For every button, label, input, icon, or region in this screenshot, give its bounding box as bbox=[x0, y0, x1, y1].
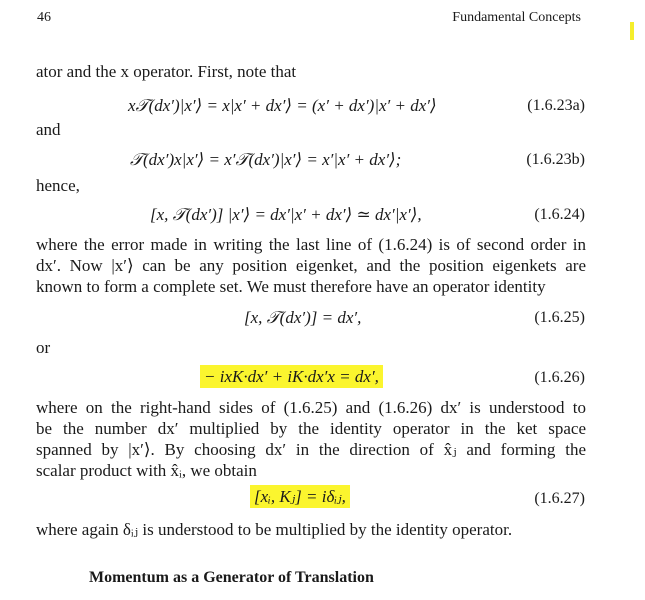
paragraph-line: scalar product with x̂ᵢ, we obtain bbox=[36, 461, 257, 480]
equation-1623a-label: (1.6.23a) bbox=[527, 97, 585, 114]
equation-1625: [x, 𝒯(dx′)] = dx′, bbox=[244, 308, 362, 327]
equation-1623b: 𝒯(dx′)x|x′⟩ = x′𝒯(dx′)|x′⟩ = x′|x′ + dx′⟩; bbox=[130, 150, 402, 169]
page-number: 46 bbox=[37, 10, 51, 25]
highlight-margin-mark bbox=[630, 22, 634, 40]
equation-1623a: x𝒯(dx′)|x′⟩ = x|x′ + dx′⟩ = (x′ + dx′)|x′ + dx′⟩ bbox=[128, 96, 437, 115]
paragraph-line: known to form a complete set. We must therefore have an operator identity bbox=[36, 277, 546, 296]
paragraph-line: dx′. Now |x′⟩ can be any position eigenket, and the position eigenkets are bbox=[36, 256, 586, 275]
highlighted-equation: − ixK·dx′ + iK·dx′x = dx′, bbox=[200, 365, 383, 388]
section-heading: Momentum as a Generator of Translation bbox=[89, 569, 374, 586]
and-text: and bbox=[36, 120, 61, 139]
intro-text: ator and the x operator. First, note that bbox=[36, 62, 297, 81]
equation-1627 bbox=[250, 487, 350, 507]
hence-text: hence, bbox=[36, 176, 80, 195]
equation-1627-label: (1.6.27) bbox=[534, 490, 585, 507]
delta-text: where again δᵢⱼ is understood to be multiplied by the identity operator. bbox=[36, 520, 513, 539]
paragraph-line: where the error made in writing the last line of (1.6.24) is of second order in bbox=[36, 235, 586, 254]
paragraph-line: be the number dx′ multiplied by the identity operator in the ket space bbox=[36, 419, 586, 438]
equation-1626-label: (1.6.26) bbox=[534, 369, 585, 386]
or-text: or bbox=[36, 338, 51, 357]
highlighted-equation: [xᵢ, Kⱼ] = iδᵢⱼ, bbox=[250, 485, 350, 508]
equation-1626 bbox=[200, 367, 383, 387]
equation-1624-label: (1.6.24) bbox=[534, 206, 585, 223]
paragraph-line: spanned by |x′⟩. By choosing dx′ in the direction of x̂ⱼ and forming the bbox=[36, 440, 586, 459]
rhs-paragraph bbox=[36, 397, 586, 481]
error-paragraph bbox=[36, 234, 586, 297]
equation-1625-label: (1.6.25) bbox=[534, 309, 585, 326]
running-title: Fundamental Concepts bbox=[452, 10, 581, 25]
equation-1624: [x, 𝒯(dx′)] |x′⟩ = dx′|x′ + dx′⟩ ≃ dx′|x′⟩, bbox=[150, 205, 422, 224]
paragraph-line: where on the right-hand sides of (1.6.25) and (1.6.26) dx′ is understood to bbox=[36, 398, 586, 417]
equation-1623b-label: (1.6.23b) bbox=[526, 151, 585, 168]
